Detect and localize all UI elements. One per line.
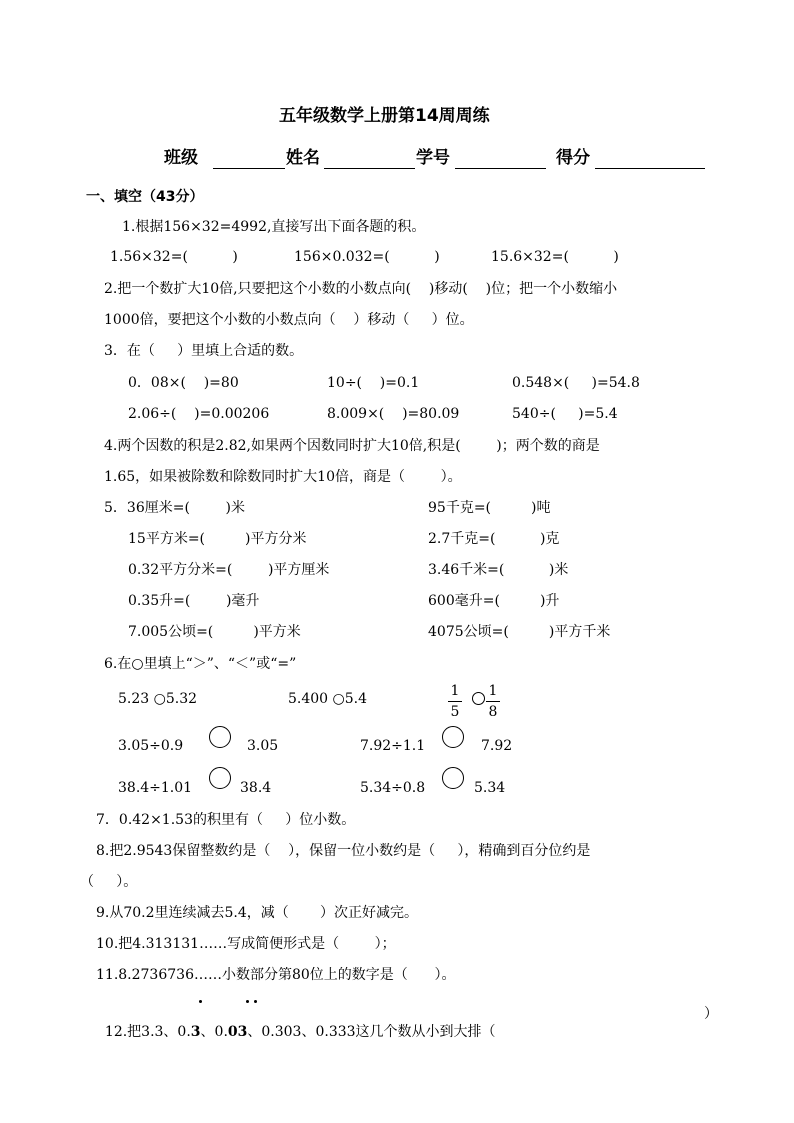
score-blank[interactable]: [595, 168, 705, 169]
q3-r1b: 10÷( )=0.1: [327, 375, 420, 391]
fraction-numerator: 1: [450, 683, 460, 699]
compare-circle[interactable]: [472, 692, 485, 705]
name-blank[interactable]: [324, 168, 415, 169]
q6-c-left: 3.05÷0.9: [118, 738, 184, 754]
q6-b: 5.400 ○5.4: [288, 691, 368, 707]
id-label: 学号: [416, 148, 450, 168]
repeat-dot: [199, 1000, 202, 1003]
q6-d-left: 7.92÷1.1: [360, 738, 426, 754]
q1-stem: 1.根据156×32=4992,直接写出下面各题的积。: [122, 219, 426, 235]
q10: 10.把4.313131……写成简便形式是（ ）；: [96, 936, 396, 952]
q3-r2a: 2.06÷( )=0.00206: [128, 406, 270, 422]
q6-stem: 6.在○里填上“＞”、“＜”或“=”: [104, 656, 297, 672]
fraction-numerator: 1: [488, 683, 498, 699]
q9: 9.从70.2里连续减去5.4，减（ ）次正好减完。: [96, 905, 418, 921]
q12-close-paren: ）: [704, 1006, 718, 1022]
q8-line2: （ ）。: [80, 874, 138, 890]
q12-mid: 、0.: [200, 1024, 228, 1040]
q4-line1: 4.两个因数的积是2.82,如果两个因数同时扩大10倍,积是( )；两个数的商是: [104, 438, 600, 454]
repeat-dot: [246, 1000, 249, 1003]
q1-a: 1.56×32=( ): [110, 249, 238, 265]
fraction-denominator: 5: [450, 704, 460, 720]
name-label: 姓名: [286, 148, 320, 168]
q3-r2b: 8.009×( )=80.09: [327, 406, 460, 422]
q1-b: 156×0.032=( ): [294, 249, 440, 265]
q6-f-right: 5.34: [474, 780, 506, 796]
q5-c: 15平方米=( )平方分米: [128, 531, 307, 547]
fraction-one-fifth: [448, 683, 462, 720]
id-blank[interactable]: [455, 168, 546, 169]
q5-e: 0.32平方分米=( )平方厘米: [128, 562, 330, 578]
q8-line1: 8.把2.9543保留整数约是（ ），保留一位小数约是（ ），精确到百分位约是: [96, 843, 591, 859]
q6-e-left: 38.4÷1.01: [118, 780, 193, 796]
fraction-denominator: 8: [488, 704, 498, 720]
fraction-bar: [448, 701, 462, 702]
q1-c: 15.6×32=( ): [491, 249, 619, 265]
repeat-dot: [254, 1000, 257, 1003]
q12-repeat2: 03: [227, 1024, 248, 1040]
fraction-one-eighth: [486, 683, 500, 720]
compare-circle[interactable]: [442, 767, 464, 789]
q12-line: [96, 1005, 496, 1041]
q3-r1c: 0.548×( )=54.8: [512, 375, 640, 391]
q7: 7．0.42×1.53的积里有（ ）位小数。: [96, 812, 356, 828]
q11: 11.8.2736736……小数部分第80位上的数字是（ ）。: [96, 967, 456, 983]
q5-h: 600毫升=( )升: [428, 593, 560, 609]
q6-d-right: 7.92: [481, 738, 513, 754]
page-title: 五年级数学上册第14周周练: [279, 106, 490, 126]
q5-b: 95千克=( )吨: [428, 500, 551, 516]
q4-line2: 1.65，如果被除数和除数同时扩大10倍，商是（ ）。: [104, 469, 462, 485]
compare-circle[interactable]: [209, 726, 231, 748]
q5-f: 3.46千米=( )米: [428, 562, 569, 578]
q12-suffix: 、0.303、0.333这几个数从小到大排（: [247, 1024, 496, 1040]
q5-i: 7.005公顷=( )平方米: [128, 624, 301, 640]
fraction-bar: [486, 701, 500, 702]
q6-a: 5.23 ○5.32: [118, 691, 198, 707]
q5-g: 0.35升=( )毫升: [128, 593, 260, 609]
section-heading: 一、填空（43分）: [86, 189, 204, 205]
q2-line1: 2.把一个数扩大10倍,只要把这个小数的小数点向( )移动( )位；把一个小数缩小: [104, 281, 618, 297]
q3-stem: 3．在（ ）里填上合适的数。: [104, 343, 304, 359]
q5-j: 4075公顷=( )平方千米: [428, 624, 611, 640]
q5-d: 2.7千克=( )克: [428, 531, 560, 547]
q6-c-right: 3.05: [247, 738, 279, 754]
q5-a: 5．36厘米=( )米: [104, 500, 245, 516]
class-blank[interactable]: [213, 168, 285, 169]
q12-repeat1: 3: [190, 1024, 201, 1040]
class-label: 班级: [164, 148, 198, 168]
q3-r2c: 540÷( )=5.4: [512, 406, 618, 422]
q6-e-right: 38.4: [240, 780, 272, 796]
compare-circle[interactable]: [209, 767, 231, 789]
compare-circle[interactable]: [442, 726, 464, 748]
score-label: 得分: [556, 148, 590, 168]
q2-line2: 1000倍，要把这个小数的小数点向（ ）移动（ ）位。: [104, 312, 474, 328]
q6-f-left: 5.34÷0.8: [360, 780, 426, 796]
q3-r1a: 0．08×( )=80: [128, 375, 239, 391]
q12-prefix: 12.把3.3、0.: [104, 1024, 191, 1040]
